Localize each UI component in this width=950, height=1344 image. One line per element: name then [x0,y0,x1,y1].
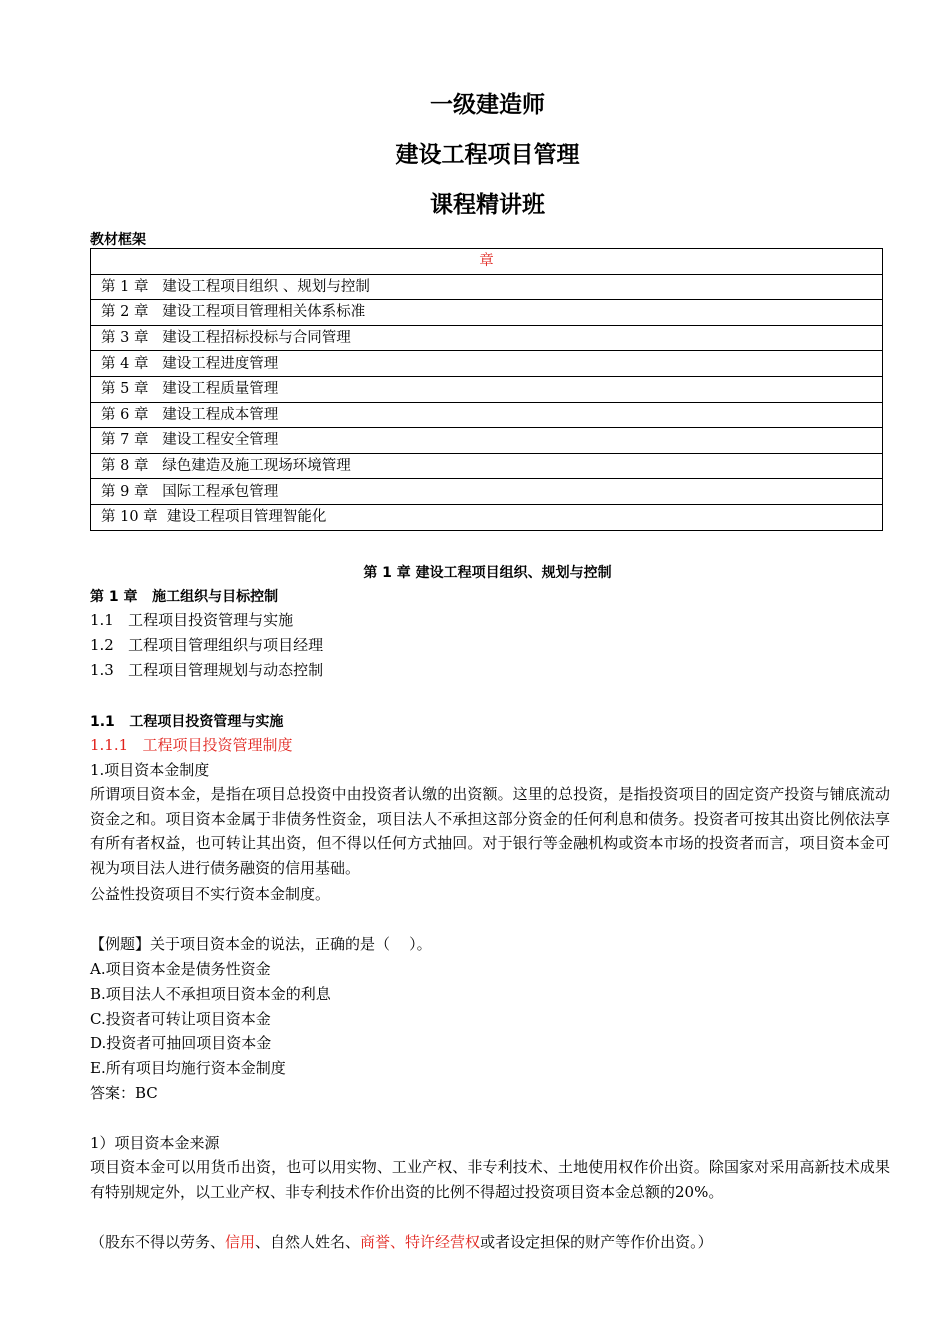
toc-cell: 第 1 章 建设工程项目组织 、规划与控制 [91,274,883,300]
table-row [91,274,883,300]
toc-cell: 第 3 章 建设工程招标投标与合同管理 [91,325,883,351]
doc-title-2: 建设工程项目管理 [395,142,580,168]
paragraph-3: 项目资本金可以用货币出资，也可以用实物、工业产权、非专利技术、土地使用权作价出资。除国家对采用高新技术成果有特别规定外，以工业产权、非专利技术作价出资的比例不得超过投资项目资本金总额的20%。 [90,1158,890,1201]
toc-cell: 第 6 章 建设工程成本管理 [91,402,883,428]
table-row [91,479,883,505]
item-title: 1.项目资本金制度 [90,761,210,779]
outline-item: 1.2 工程项目管理组织与项目经理 [90,636,324,654]
paragraph-2: 公益性投资项目不实行资本金制度。 [90,885,331,903]
outline-item: 1.1 工程项目投资管理与实施 [90,611,294,629]
note-text: 或者设定担保的财产等作价出资。） [480,1233,713,1251]
toc-cell: 第 10 章 建设工程项目管理智能化 [91,504,883,530]
table-row [91,504,883,530]
note-highlight: 信用 [225,1233,256,1251]
example-option: C.投资者可转让项目资本金 [90,1010,271,1028]
source-title: 1）项目资本金来源 [90,1134,220,1152]
toc-table [90,248,883,531]
outline-item: 1.3 工程项目管理规划与动态控制 [90,661,324,679]
note-text: 、自然人姓名、 [255,1233,361,1251]
table-row [91,300,883,326]
toc-cell: 第 5 章 建设工程质量管理 [91,376,883,402]
toc-cell: 第 2 章 建设工程项目管理相关体系标准 [91,300,883,326]
paragraph-1: 所谓项目资本金，是指在项目总投资中由投资者认缴的出资额。这里的总投资，是指投资项目的固定资产投资与铺底流动资金之和。项目资本金属于非债务性资金，项目法人不承担这部分资金的任何利息和债务。投资者可按其出资比例依法享有所有者权益，也可转让其出资，但不得以任何方式抽回。对于银行等金融机构或资本市场的投资者而言，项目资本金可视为项目法人进行债务融资的信用基础。 [90,785,890,877]
example-question: 【例题】关于项目资本金的说法，正确的是（ ）。 [90,935,432,953]
toc-header-cell: 章 [91,249,883,275]
toc-cell: 第 4 章 建设工程进度管理 [91,351,883,377]
sub-heading: 1.1 工程项目投资管理与实施 [90,714,284,730]
note-highlight: 商誉、特许经营权 [360,1233,481,1251]
table-row [91,453,883,479]
example-option: E.所有项目均施行资本金制度 [90,1059,286,1077]
note-line [90,1232,713,1252]
table-row [91,376,883,402]
example-option: A.项目资本金是债务性资金 [90,960,271,978]
section-heading: 第 1 章 施工组织与目标控制 [90,589,279,605]
table-row [91,402,883,428]
example-option: D.投资者可抽回项目资本金 [90,1034,272,1052]
framework-label: 教材框架 [90,232,146,248]
chapter-heading: 第 1 章 建设工程项目组织、规划与控制 [363,565,612,581]
toc-cell: 第 7 章 建设工程安全管理 [91,428,883,454]
doc-title-3: 课程精讲班 [430,192,545,218]
toc-cell: 第 8 章 绿色建造及施工现场环境管理 [91,453,883,479]
table-row [91,351,883,377]
table-row [91,428,883,454]
sub-sub-heading: 1.1.1 工程项目投资管理制度 [90,736,293,754]
example-option: B.项目法人不承担项目资本金的利息 [90,985,331,1003]
toc-cell: 第 9 章 国际工程承包管理 [91,479,883,505]
toc-header-row [91,249,883,275]
doc-title-1: 一级建造师 [430,92,545,118]
table-row [91,325,883,351]
example-answer: 答案：BC [90,1084,158,1102]
note-text: （股东不得以劳务、 [90,1233,226,1251]
